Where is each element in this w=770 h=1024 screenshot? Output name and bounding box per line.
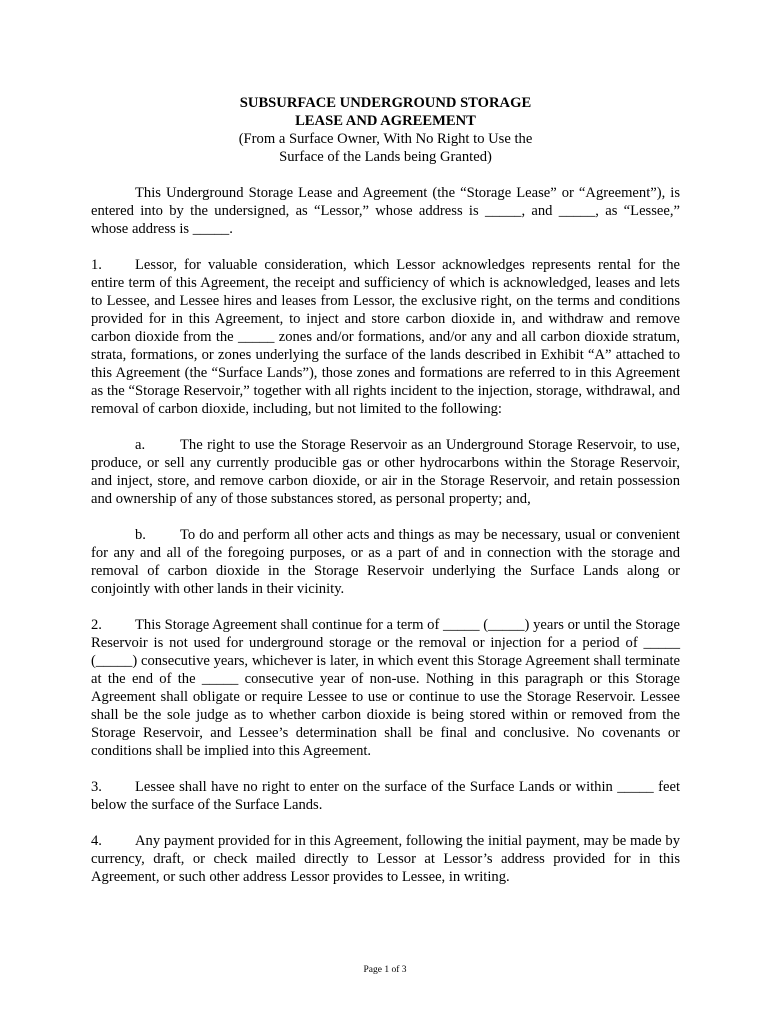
document-subtitle-line-1: (From a Surface Owner, With No Right to Use the: [238, 131, 533, 147]
document-title-block: [91, 94, 680, 166]
subsection-b-paragraph: [91, 526, 680, 598]
subsection-b-text: To do and perform all other acts and things as may be necessary, usual or convenient for any and all of the foregoing purposes, or as a part of and in connection with the storage and removal of carbon dioxide in the Storage Reservoir underlying the Surface Lands along or conjointly with other lands in their vicinity.: [91, 527, 680, 597]
document-subtitle-line-2: Surface of the Lands being Granted): [279, 149, 492, 165]
section-1-paragraph: [91, 256, 680, 418]
section-2-text: This Storage Agreement shall continue for a term of _____ (_____) years or until the Storage Reservoir is not used for underground storage or the removal or injection for a period of _____ (_____) consecutive years, whichever is later, in which event this Storage Agreement shall terminate at the end of the _____ consecutive year of non-use. Nothing in this paragraph or this Storage Agreement shall obligate or require Lessee to use or continue to use the Storage Reservoir. Lessee shall be the sole judge as to whether carbon dioxide is being stored within or removed from the Storage Reservoir, and Lessee’s determination shall be final and conclusive. No covenants or conditions shall be implied into this Agreement.: [91, 617, 680, 759]
subsection-a-text: The right to use the Storage Reservoir as an Underground Storage Reservoir, to use, produce, or sell any currently producible gas or other hydrocarbons within the Storage Reservoir, and inject, store, and remove carbon dioxide, or air in the Storage Reservoir, and retain possession and ownership of any of those substances stored, as personal property; and,: [91, 437, 680, 507]
page-number-footer: Page 1 of 3: [363, 965, 407, 975]
section-3-paragraph: [91, 778, 680, 814]
subsection-a-letter: a.: [135, 437, 146, 453]
section-1-number: 1.: [91, 257, 102, 273]
subsection-b-letter: b.: [135, 527, 146, 543]
section-4-paragraph: [91, 832, 680, 886]
intro-paragraph: This Underground Storage Lease and Agreement (the “Storage Lease” or “Agreement”), is entered into by the undersigned, as “Lessor,” whose address is _____, and _____, as “Lessee,” whose address is _____.: [91, 185, 680, 237]
section-4-number: 4.: [91, 833, 102, 849]
document-title-line-1: SUBSURFACE UNDERGROUND STORAGE: [239, 95, 532, 111]
document-body: [91, 94, 680, 886]
section-2-paragraph: [91, 616, 680, 760]
section-3-text: Lessee shall have no right to enter on the surface of the Surface Lands or within _____ feet below the surface of the Surface Lands.: [91, 779, 680, 813]
section-3-number: 3.: [91, 779, 102, 795]
subsection-a-paragraph: [91, 436, 680, 508]
section-1-text: Lessor, for valuable consideration, which Lessor acknowledges represents rental for the entire term of this Agreement, the receipt and sufficiency of which is acknowledged, leases and lets to Lessee, and Lessee hires and leases from Lessor, the exclusive right, on the terms and conditions provided for in this Agreement, to inject and store carbon dioxide in, and withdraw and remove carbon dioxide from the _____ zones and/or formations, and/or any and all carbon dioxide stratum, strata, formations, or zones underlying the surface of the lands described in Exhibit “A” attached to this Agreement (the “Surface Lands”), those zones and formations are referred to in this Agreement as the “Storage Reservoir,” together with all rights incident to the injection, storage, withdrawal, and removal of carbon dioxide, including, but not limited to the following:: [91, 257, 680, 417]
section-4-text: Any payment provided for in this Agreement, following the initial payment, may be made by currency, draft, or check mailed directly to Lessor at Lessor’s address provided for in this Agreement, or such other address Lessor provides to Lessee, in writing.: [91, 833, 680, 885]
document-title-line-2: LEASE AND AGREEMENT: [295, 113, 476, 129]
section-2-number: 2.: [91, 617, 102, 633]
